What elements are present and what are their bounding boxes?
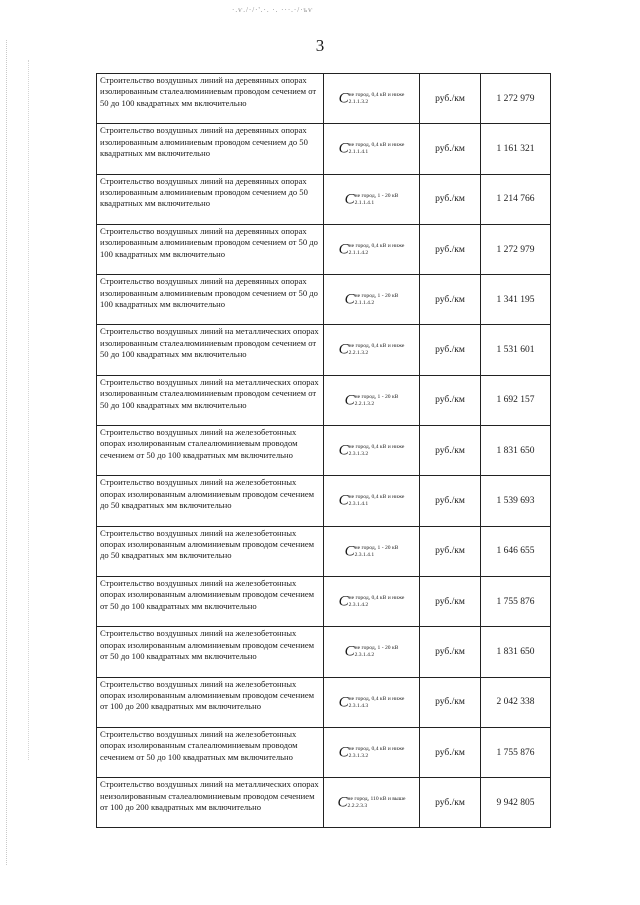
rate-code [324,677,420,727]
rate-formula [339,142,405,156]
work-description: Строительство воздушных линий на деревянных опорах изолированным алюминиевым проводом сечением от 50 до 100 квадратных мм включительно [97,275,324,325]
rate-formula [345,193,399,207]
rate-value: 9 942 805 [481,778,551,828]
tariff-table [96,73,551,828]
rate-code [324,727,420,777]
scan-header-marks: ·.ѵ./·/·'.·. ·. ···.·/·ъѵ [232,6,314,14]
rate-superscript: не город, 1 - 20 кВ [354,293,399,300]
rate-value: 1 161 321 [481,124,551,174]
unit: руб./км [420,74,481,124]
unit: руб./км [420,476,481,526]
rate-subscript: 2.2.1.3.2 [354,400,375,407]
rate-subscript: 2.3.1.4.1 [354,551,375,558]
table-row [97,224,551,274]
rate-subscript: 2.3.1.4.2 [348,601,369,608]
rate-code [324,778,420,828]
rate-value: 1 831 650 [481,426,551,476]
rate-superscript: не город, 0,4 кВ и ниже [348,343,405,350]
rate-value: 1 831 650 [481,627,551,677]
unit: руб./км [420,224,481,274]
rate-subscript: 2.1.1.4.2 [354,300,375,307]
rate-formula [345,394,399,408]
work-description: Строительство воздушных линий на деревянных опорах изолированным алюминиевым проводом сечением от 50 до 100 квадратных мм включительно [97,224,324,274]
rate-subscript: 2.3.1.3.2 [348,451,369,458]
rate-code [324,375,420,425]
rate-code [324,526,420,576]
rate-superscript: не город, 1 - 20 кВ [354,544,399,551]
rate-symbol: C [344,392,355,409]
rate-value: 2 042 338 [481,677,551,727]
unit: руб./км [420,727,481,777]
rate-code [324,224,420,274]
rate-superscript: не город, 1 - 20 кВ [354,192,399,199]
rate-value: 1 755 876 [481,727,551,777]
rate-symbol: C [338,694,349,711]
unit: руб./км [420,526,481,576]
rate-subscript: 2.3.1.4.1 [348,501,369,508]
rate-symbol: C [344,643,355,660]
rate-value: 1 272 979 [481,74,551,124]
unit: руб./км [420,778,481,828]
unit: руб./км [420,627,481,677]
rate-value: 1 692 157 [481,375,551,425]
table-row [97,576,551,626]
unit: руб./км [420,677,481,727]
rate-subscript: 2.2.1.3.2 [348,350,369,357]
rate-superscript: не город, 0,4 кВ и ниже [348,142,405,149]
rate-formula [339,696,405,710]
rate-symbol: C [338,140,349,157]
rate-symbol: C [344,291,355,308]
rate-formula [345,545,399,559]
rate-formula [339,343,405,357]
rate-value: 1 755 876 [481,576,551,626]
work-description: Строительство воздушных линий на металлических опорах изолированным сталеалюминиевым проводом сечением от 50 до 100 квадратных мм включительно [97,375,324,425]
unit: руб./км [420,375,481,425]
rate-code [324,124,420,174]
work-description: Строительство воздушных линий на деревянных опорах изолированным алюминиевым проводом сечением до 50 квадратных мм включительно [97,174,324,224]
rate-symbol: C [338,241,349,258]
rate-code [324,576,420,626]
rate-formula [339,595,405,609]
work-description: Строительство воздушных линий на железобетонных опорах изолированным алюминиевым проводом сечением от 50 до 100 квадратных мм включительно [97,576,324,626]
rate-formula [338,796,406,810]
rate-value: 1 272 979 [481,224,551,274]
rate-code [324,74,420,124]
rate-symbol: C [338,90,349,107]
table-row [97,426,551,476]
rate-value: 1 341 195 [481,275,551,325]
scan-edge-artifact [28,60,30,760]
work-description: Строительство воздушных линий на железобетонных опорах изолированным сталеалюминиевым проводом сечением от 50 до 100 квадратных мм включительно [97,727,324,777]
rate-superscript: не город, 0,4 кВ и ниже [348,745,405,752]
unit: руб./км [420,124,481,174]
table-row [97,375,551,425]
work-description: Строительство воздушных линий на металлических опорах неизолированным сталеалюминиевым проводом сечением от 100 до 200 квадратных мм включительно [97,778,324,828]
scan-edge-artifact [6,40,67,865]
rate-symbol: C [338,744,349,761]
page-number: 3 [315,36,325,55]
rate-superscript: не город, 0,4 кВ и ниже [348,594,405,601]
rate-symbol: C [338,442,349,459]
rate-superscript: не город, 0,4 кВ и ниже [348,91,405,98]
table-row [97,325,551,375]
rate-subscript: 2.3.1.4.2 [354,652,375,659]
rate-value: 1 539 693 [481,476,551,526]
rate-superscript: не город, 0,4 кВ и ниже [348,444,405,451]
unit: руб./км [420,275,481,325]
rate-code [324,627,420,677]
rate-symbol: C [338,492,349,509]
rate-superscript: не город, 1 - 20 кВ [354,645,399,652]
rate-subscript: 2.1.1.4.1 [354,199,375,206]
rate-subscript: 2.2.2.3.3 [347,803,368,810]
rate-formula [345,293,399,307]
rate-formula [339,494,405,508]
table-row [97,778,551,828]
rate-subscript: 2.3.1.4.3 [348,702,369,709]
rate-symbol: C [337,794,348,811]
unit: руб./км [420,576,481,626]
table-row [97,526,551,576]
rate-formula [339,92,405,106]
table-row [97,727,551,777]
unit: руб./км [420,325,481,375]
table-row [97,677,551,727]
work-description: Строительство воздушных линий на деревянных опорах изолированным алюминиевым проводом сечением до 50 квадратных мм включительно [97,124,324,174]
rate-value: 1 646 655 [481,526,551,576]
work-description: Строительство воздушных линий на железобетонных опорах изолированным алюминиевым проводом сечением от 50 до 100 квадратных мм включительно [97,627,324,677]
rate-subscript: 2.1.1.4.2 [348,249,369,256]
rate-formula [339,746,405,760]
rate-superscript: не город, 0,4 кВ и ниже [348,242,405,249]
rate-subscript: 2.1.1.4.1 [348,149,369,156]
rate-code [324,476,420,526]
unit: руб./км [420,426,481,476]
rate-code [324,426,420,476]
rate-subscript: 2.3.1.3.2 [348,752,369,759]
work-description: Строительство воздушных линий на железобетонных опорах изолированным алюминиевым проводом сечением до 50 квадратных мм включительно [97,526,324,576]
work-description: Строительство воздушных линий на железобетонных опорах изолированным алюминиевым проводом сечением от 100 до 200 квадратных мм включительно [97,677,324,727]
rate-value: 1 531 601 [481,325,551,375]
work-description: Строительство воздушных линий на железобетонных опорах изолированным алюминиевым проводом сечением до 50 квадратных мм включительно [97,476,324,526]
rate-superscript: не город, 110 кВ и выше [347,796,406,803]
table-row [97,627,551,677]
rate-code [324,275,420,325]
rate-superscript: не город, 0,4 кВ и ниже [348,494,405,501]
table-row [97,74,551,124]
rate-symbol: C [344,543,355,560]
rate-code [324,174,420,224]
table-row [97,476,551,526]
rate-symbol: C [338,593,349,610]
rate-formula [345,645,399,659]
work-description: Строительство воздушных линий на металлических опорах изолированным сталеалюминиевым проводом сечением от 50 до 100 квадратных мм включительно [97,325,324,375]
table-row [97,174,551,224]
rate-formula [339,243,405,257]
rate-value: 1 214 766 [481,174,551,224]
rate-symbol: C [344,191,355,208]
rate-superscript: не город, 1 - 20 кВ [354,393,399,400]
work-description: Строительство воздушных линий на деревянных опорах изолированным сталеалюминиевым проводом сечением от 50 до 100 квадратных мм включительно [97,74,324,124]
table-row [97,275,551,325]
rate-symbol: C [338,341,349,358]
rate-subscript: 2.1.1.3.2 [348,98,369,105]
table-row [97,124,551,174]
work-description: Строительство воздушных линий на железобетонных опорах изолированным сталеалюминиевым проводом сечением от 50 до 100 квадратных мм включительно [97,426,324,476]
rate-code [324,325,420,375]
rate-formula [339,444,405,458]
rate-superscript: не город, 0,4 кВ и ниже [348,695,405,702]
unit: руб./км [420,174,481,224]
